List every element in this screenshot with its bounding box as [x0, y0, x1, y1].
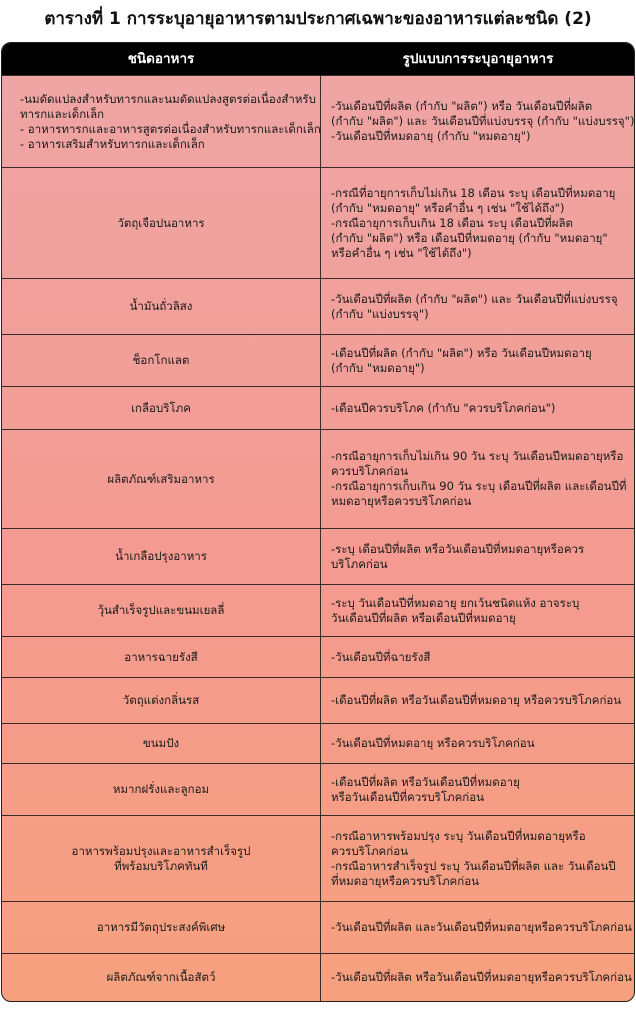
- expiry-format-cell: [320, 168, 635, 278]
- expiry-format-text: -กรณีอาหารพร้อมปรุง ระบุ วันเดือนปีที่หมดอายุหรือ: [331, 828, 586, 843]
- expiry-format-cell: [320, 954, 635, 1001]
- expiry-format-cell: [320, 529, 635, 584]
- expiry-format-text: -เดือนปีที่ผลิต หรือวันเดือนปีที่หมดอายุ: [331, 774, 520, 789]
- expiry-format-text: -กรณีอาหารสำเร็จรูป ระบุ วันเดือนปีที่ผลิต และ วันเดือนปี: [331, 858, 616, 873]
- table-row: [2, 386, 634, 429]
- food-type-text: ที่พร้อมบริโภคทันที: [114, 858, 208, 873]
- table-row: [2, 584, 634, 636]
- expiry-format-cell: [320, 816, 635, 901]
- table-row: [2, 636, 634, 677]
- header-food-type: ชนิดอาหาร: [127, 51, 195, 67]
- food-type-cell: [2, 585, 320, 636]
- expiry-format-cell: [320, 724, 635, 763]
- expiry-format-text: วันเดือนปีที่ผลิต หรือเดือนปีที่หมดอายุ: [331, 610, 516, 625]
- food-type-text: ผลิตภัณฑ์จากเนื้อสัตว์: [106, 970, 216, 984]
- food-type-cell: [2, 724, 320, 763]
- table-row: [2, 901, 634, 953]
- food-type-cell: [2, 678, 320, 723]
- expiry-format-text: (กำกับ "ผลิต") และ วันเดือนปีที่แบ่งบรรจุ (กำกับ "แบ่งบรรจุ"): [331, 114, 635, 128]
- food-type-cell: [2, 279, 320, 334]
- expiry-format-text: ที่หมดอายุหรือควรบริโภคก่อน: [331, 873, 479, 888]
- expiry-format-cell: [320, 585, 635, 636]
- food-type-cell: [2, 637, 320, 677]
- food-type-text: เกลือบริโภค: [131, 400, 191, 415]
- expiry-format-text: -เดือนปีที่ผลิต หรือวันเดือนปีที่หมดอายุ หรือควรบริโภคก่อน: [331, 693, 622, 707]
- table-row: [2, 723, 634, 763]
- table-row: [2, 75, 634, 167]
- expiry-format-cell: [320, 387, 635, 429]
- expiry-format-text: -วันเดือนปีที่ผลิต หรือวันเดือนปีที่หมดอายุหรือควรบริโภคก่อน: [331, 970, 632, 984]
- expiry-format-text: -วันเดือนปีที่ฉายรังสี: [331, 649, 431, 664]
- table-row: [2, 953, 634, 1001]
- table-header: [2, 43, 634, 75]
- expiry-format-cell: [320, 902, 635, 953]
- expiry-format-text: (กำกับ "หมดอายุ"): [331, 360, 425, 375]
- food-type-text: อาหารมีวัตถุประสงค์พิเศษ: [96, 920, 226, 934]
- food-type-text: ทารกและเด็กเล็ก: [20, 106, 105, 121]
- expiry-format-text: -วันเดือนปีที่ผลิต (กำกับ "ผลิต") หรือ วันเดือนปีที่ผลิต: [331, 99, 593, 113]
- food-type-text: วัตถุเจือปนอาหาร: [117, 215, 205, 230]
- table-row: [2, 167, 634, 278]
- expiry-format-cell: [320, 764, 635, 815]
- expiry-format-text: -กรณีอายุการเก็บไม่เกิน 90 วัน ระบุ วันเดือนปีหมดอายุหรือ: [331, 449, 624, 463]
- page-title: ตารางที่ 1 การระบุอายุอาหารตามประกาศเฉพาะของอาหารแต่ละชนิด (2): [44, 9, 592, 29]
- table-row: [2, 334, 634, 386]
- expiry-format-cell: [320, 335, 635, 386]
- expiry-format-text: -กรณีอายุการเก็บเกิน 18 เดือน ระบุ เดือนปีที่ผลิต: [331, 215, 573, 230]
- food-type-text: ขนมปัง: [142, 736, 180, 750]
- expiry-format-cell: [320, 76, 635, 167]
- food-type-text: หมากฝรั่งและลูกอม: [112, 782, 210, 796]
- expiry-format-cell: [320, 279, 635, 334]
- expiry-format-text: -เดือนปีควรบริโภค (กำกับ "ควรบริโภคก่อน"): [331, 400, 556, 415]
- expiry-format-text: ควรบริโภคก่อน: [331, 464, 408, 478]
- food-type-cell: [2, 335, 320, 386]
- expiry-format-text: -ระบุ เดือนปีที่ผลิต หรือวันเดือนปีที่หมดอายุหรือควร: [331, 541, 585, 556]
- table-row: [2, 278, 634, 334]
- food-type-text: ช็อกโกแลต: [132, 353, 190, 367]
- food-type-text: วุ้นสำเร็จรูปและขนมเยลลี่: [97, 603, 225, 617]
- expiry-format-text: -วันเดือนปีที่หมดอายุ (กำกับ "หมดอายุ"): [331, 129, 531, 143]
- expiry-format-text: -กรณีที่อายุการเก็บไม่เกิน 18 เดือน ระบุ เดือนปีที่หมดอายุ: [331, 185, 616, 200]
- food-type-text: อาหารฉายรังสี: [124, 649, 198, 664]
- food-type-cell: [2, 902, 320, 953]
- food-type-text: - อาหารเสริมสำหรับทารกและเด็กเล็ก: [20, 136, 205, 151]
- expiry-format-text: (กำกับ "หมดอายุ" หรือคำอื่น ๆ เช่น "ใช้ได้ถึง"): [331, 200, 565, 215]
- expiry-format-text: -เดือนปีที่ผลิต (กำกับ "ผลิต") หรือ วันเดือนปีหมดอายุ: [331, 345, 592, 360]
- table-row: [2, 528, 634, 584]
- expiry-format-text: หรือคำอื่น ๆ เช่น "ใช้ได้ถึง"): [331, 245, 472, 260]
- expiry-format-text: บริโภคก่อน: [331, 556, 388, 571]
- expiry-format-text: -กรณีอายุการเก็บเกิน 90 วัน ระบุ เดือนปีที่ผลิต และเดือนปีที่: [331, 479, 627, 493]
- food-type-text: -นมดัดแปลงสำหรับทารกและนมดัดแปลงสูตรต่อเนื่องสำหรับ: [20, 91, 316, 106]
- expiry-format-text: -ระบุ วันเดือนปีที่หมดอายุ ยกเว้นชนิดแห้ง อาจระบุ: [331, 595, 580, 610]
- expiry-format-text: (กำกับ "แบ่งบรรจุ"): [331, 306, 429, 321]
- food-type-cell: [2, 954, 320, 1001]
- food-type-cell: [2, 529, 320, 584]
- food-type-cell: [2, 816, 320, 901]
- header-expiry-format: รูปแบบการระบุอายุอาหาร: [402, 51, 554, 67]
- food-type-text: น้ำเกลือปรุงอาหาร: [115, 549, 207, 563]
- expiry-format-text: หรือวันเดือนปีที่ควรบริโภคก่อน: [331, 789, 485, 804]
- expiry-format-cell: [320, 637, 635, 677]
- food-type-text: อาหารพร้อมปรุงและอาหารสำเร็จรูป: [71, 843, 251, 858]
- food-type-cell: [2, 168, 320, 278]
- table-row: [2, 677, 634, 723]
- expiry-format-text: ควรบริโภคก่อน: [331, 843, 408, 858]
- food-expiry-table: [1, 42, 635, 1002]
- expiry-format-text: หมดอายุหรือควรบริโภคก่อน: [331, 494, 472, 508]
- table-row: [2, 429, 634, 528]
- expiry-format-cell: [320, 430, 635, 528]
- expiry-format-text: -วันเดือนปีที่ผลิต และวันเดือนปีที่หมดอายุหรือควรบริโภคก่อน: [331, 920, 632, 934]
- food-type-cell: [2, 764, 320, 815]
- food-type-text: น้ำมันถั่วลิสง: [129, 299, 193, 313]
- food-type-text: วัตถุแต่งกลิ่นรส: [122, 693, 200, 707]
- expiry-format-text: -วันเดือนปีที่หมดอายุ หรือควรบริโภคก่อน: [331, 736, 535, 750]
- food-type-text: ผลิตภัณฑ์เสริมอาหาร: [107, 471, 215, 486]
- expiry-format-text: -วันเดือนปีที่ผลิต (กำกับ "ผลิต") และ วันเดือนปีที่แบ่งบรรจุ: [331, 291, 618, 306]
- food-type-cell: [2, 76, 320, 167]
- food-type-cell: [2, 387, 320, 429]
- table-row: [2, 763, 634, 815]
- expiry-format-cell: [320, 678, 635, 723]
- food-type-text: - อาหารทารกและอาหารสูตรต่อเนื่องสำหรับทารกและเด็กเล็ก: [20, 121, 321, 136]
- food-type-cell: [2, 430, 320, 528]
- expiry-format-text: (กำกับ "ผลิต") หรือ เดือนปีที่หมดอายุ (กำกับ "หมดอายุ": [331, 230, 608, 245]
- table-row: [2, 815, 634, 901]
